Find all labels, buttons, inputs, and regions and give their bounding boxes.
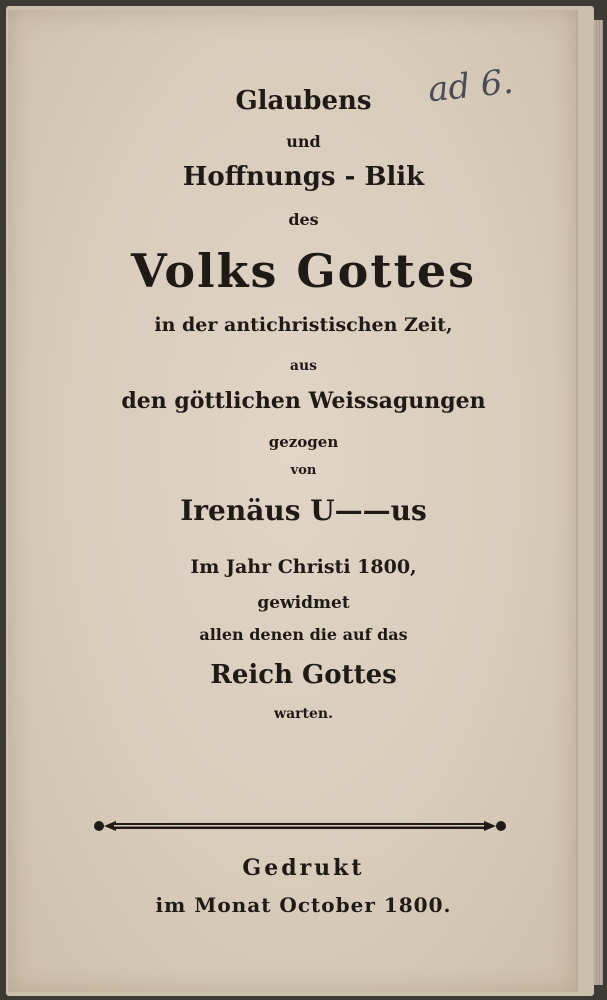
title-line-glaubens: Glaubens — [235, 86, 372, 116]
imprint-line-gedrukt: Gedrukt — [242, 855, 365, 881]
author-line: Irenäus U——us — [180, 494, 427, 527]
dedication-line-reich-gottes: Reich Gottes — [210, 660, 397, 690]
title-line-aus: aus — [289, 358, 318, 374]
manuscript-note: ad 6. — [426, 61, 516, 111]
imprint-line-date: im Monat October 1800. — [155, 893, 452, 917]
title-line-von: von — [290, 463, 317, 478]
title-line-gezogen: gezogen — [268, 433, 339, 451]
ornamental-rule — [90, 814, 510, 838]
dedication-line-gewidmet: gewidmet — [257, 593, 350, 613]
title-line-des: des — [288, 210, 319, 229]
year-line: Im Jahr Christi 1800, — [190, 556, 417, 578]
dedication-line-allen: allen denen die auf das — [199, 625, 408, 644]
dedication-line-warten: warten. — [274, 706, 333, 722]
title-line-hoffnungs: Hoffnungs - Blik — [182, 162, 425, 192]
title-line-und: und — [286, 132, 321, 151]
title-line-antichristischen: in der antichristischen Zeit, — [154, 314, 453, 336]
title-line-weissagungen: den göttlichen Weissagungen — [121, 388, 486, 414]
title-line-volks-gottes: Volks Gottes — [130, 244, 477, 298]
